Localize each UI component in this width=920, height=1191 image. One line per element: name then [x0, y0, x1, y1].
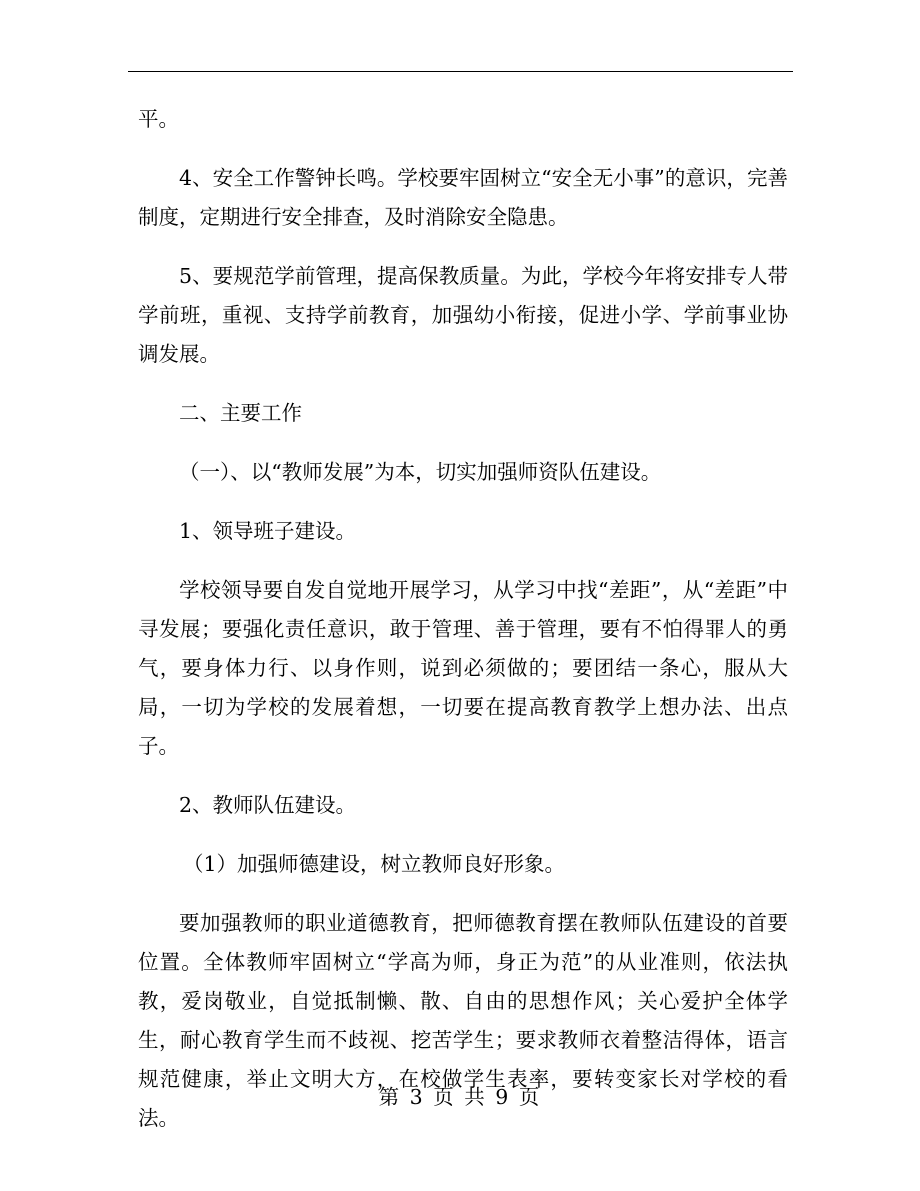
- item-heading-teacher-ethics: （1）加强师德建设，树立教师良好形象。: [183, 852, 566, 876]
- section-heading-main-work: 二、主要工作: [179, 401, 302, 425]
- item-heading-leadership: 1、领导班子建设。: [179, 519, 357, 543]
- paragraph-continuation: 平。: [138, 107, 179, 131]
- item-heading-teacher-team: 2、教师队伍建设。: [179, 793, 357, 817]
- paragraph-teacher-ethics: 要加强教师的职业道德教育，把师德教育摆在教师队伍建设的首要位置。全体教师牢固树立“学高为师，身正为范”的从业准则，依法执教，爱岗敬业，自觉抵制懒、散、自由的思想作风；关心爱护全体学生，耐心教育学生而不歧视、挖苦学生；要求教师衣着整洁得体，语言规范健康，举止文明大方，在校做学生表率，要转变家长对学校的看法。: [138, 911, 788, 1130]
- paragraph-preschool: 5、要规范学前管理，提高保教质量。为此，学校今年将安排专人带学前班，重视、支持学前教育，加强幼小衔接，促进小学、学前事业协调发展。: [138, 264, 788, 366]
- paragraph-leadership: 学校领导要自发自觉地开展学习，从学习中找“差距”，从“差距”中寻发展；要强化责任意识，敢于管理、善于管理，要有不怕得罪人的勇气，要身体力行、以身作则，说到必须做的；要团结一条心，服从大局，一切为学校的发展着想，一切要在提高教育教学上想办法、出点子。: [138, 578, 788, 758]
- page-number-footer: 第 3 页 共 9 页: [378, 1085, 542, 1109]
- document-body: [138, 100, 788, 1158]
- header-rule: [128, 71, 793, 72]
- paragraph-safety: 4、安全工作警钟长鸣。学校要牢固树立“安全无小事”的意识，完善制度，定期进行安全排查，及时消除安全隐患。: [138, 166, 788, 229]
- subsection-heading-teacher-development: （一）、以“教师发展”为本，切实加强师资队伍建设。: [179, 460, 662, 484]
